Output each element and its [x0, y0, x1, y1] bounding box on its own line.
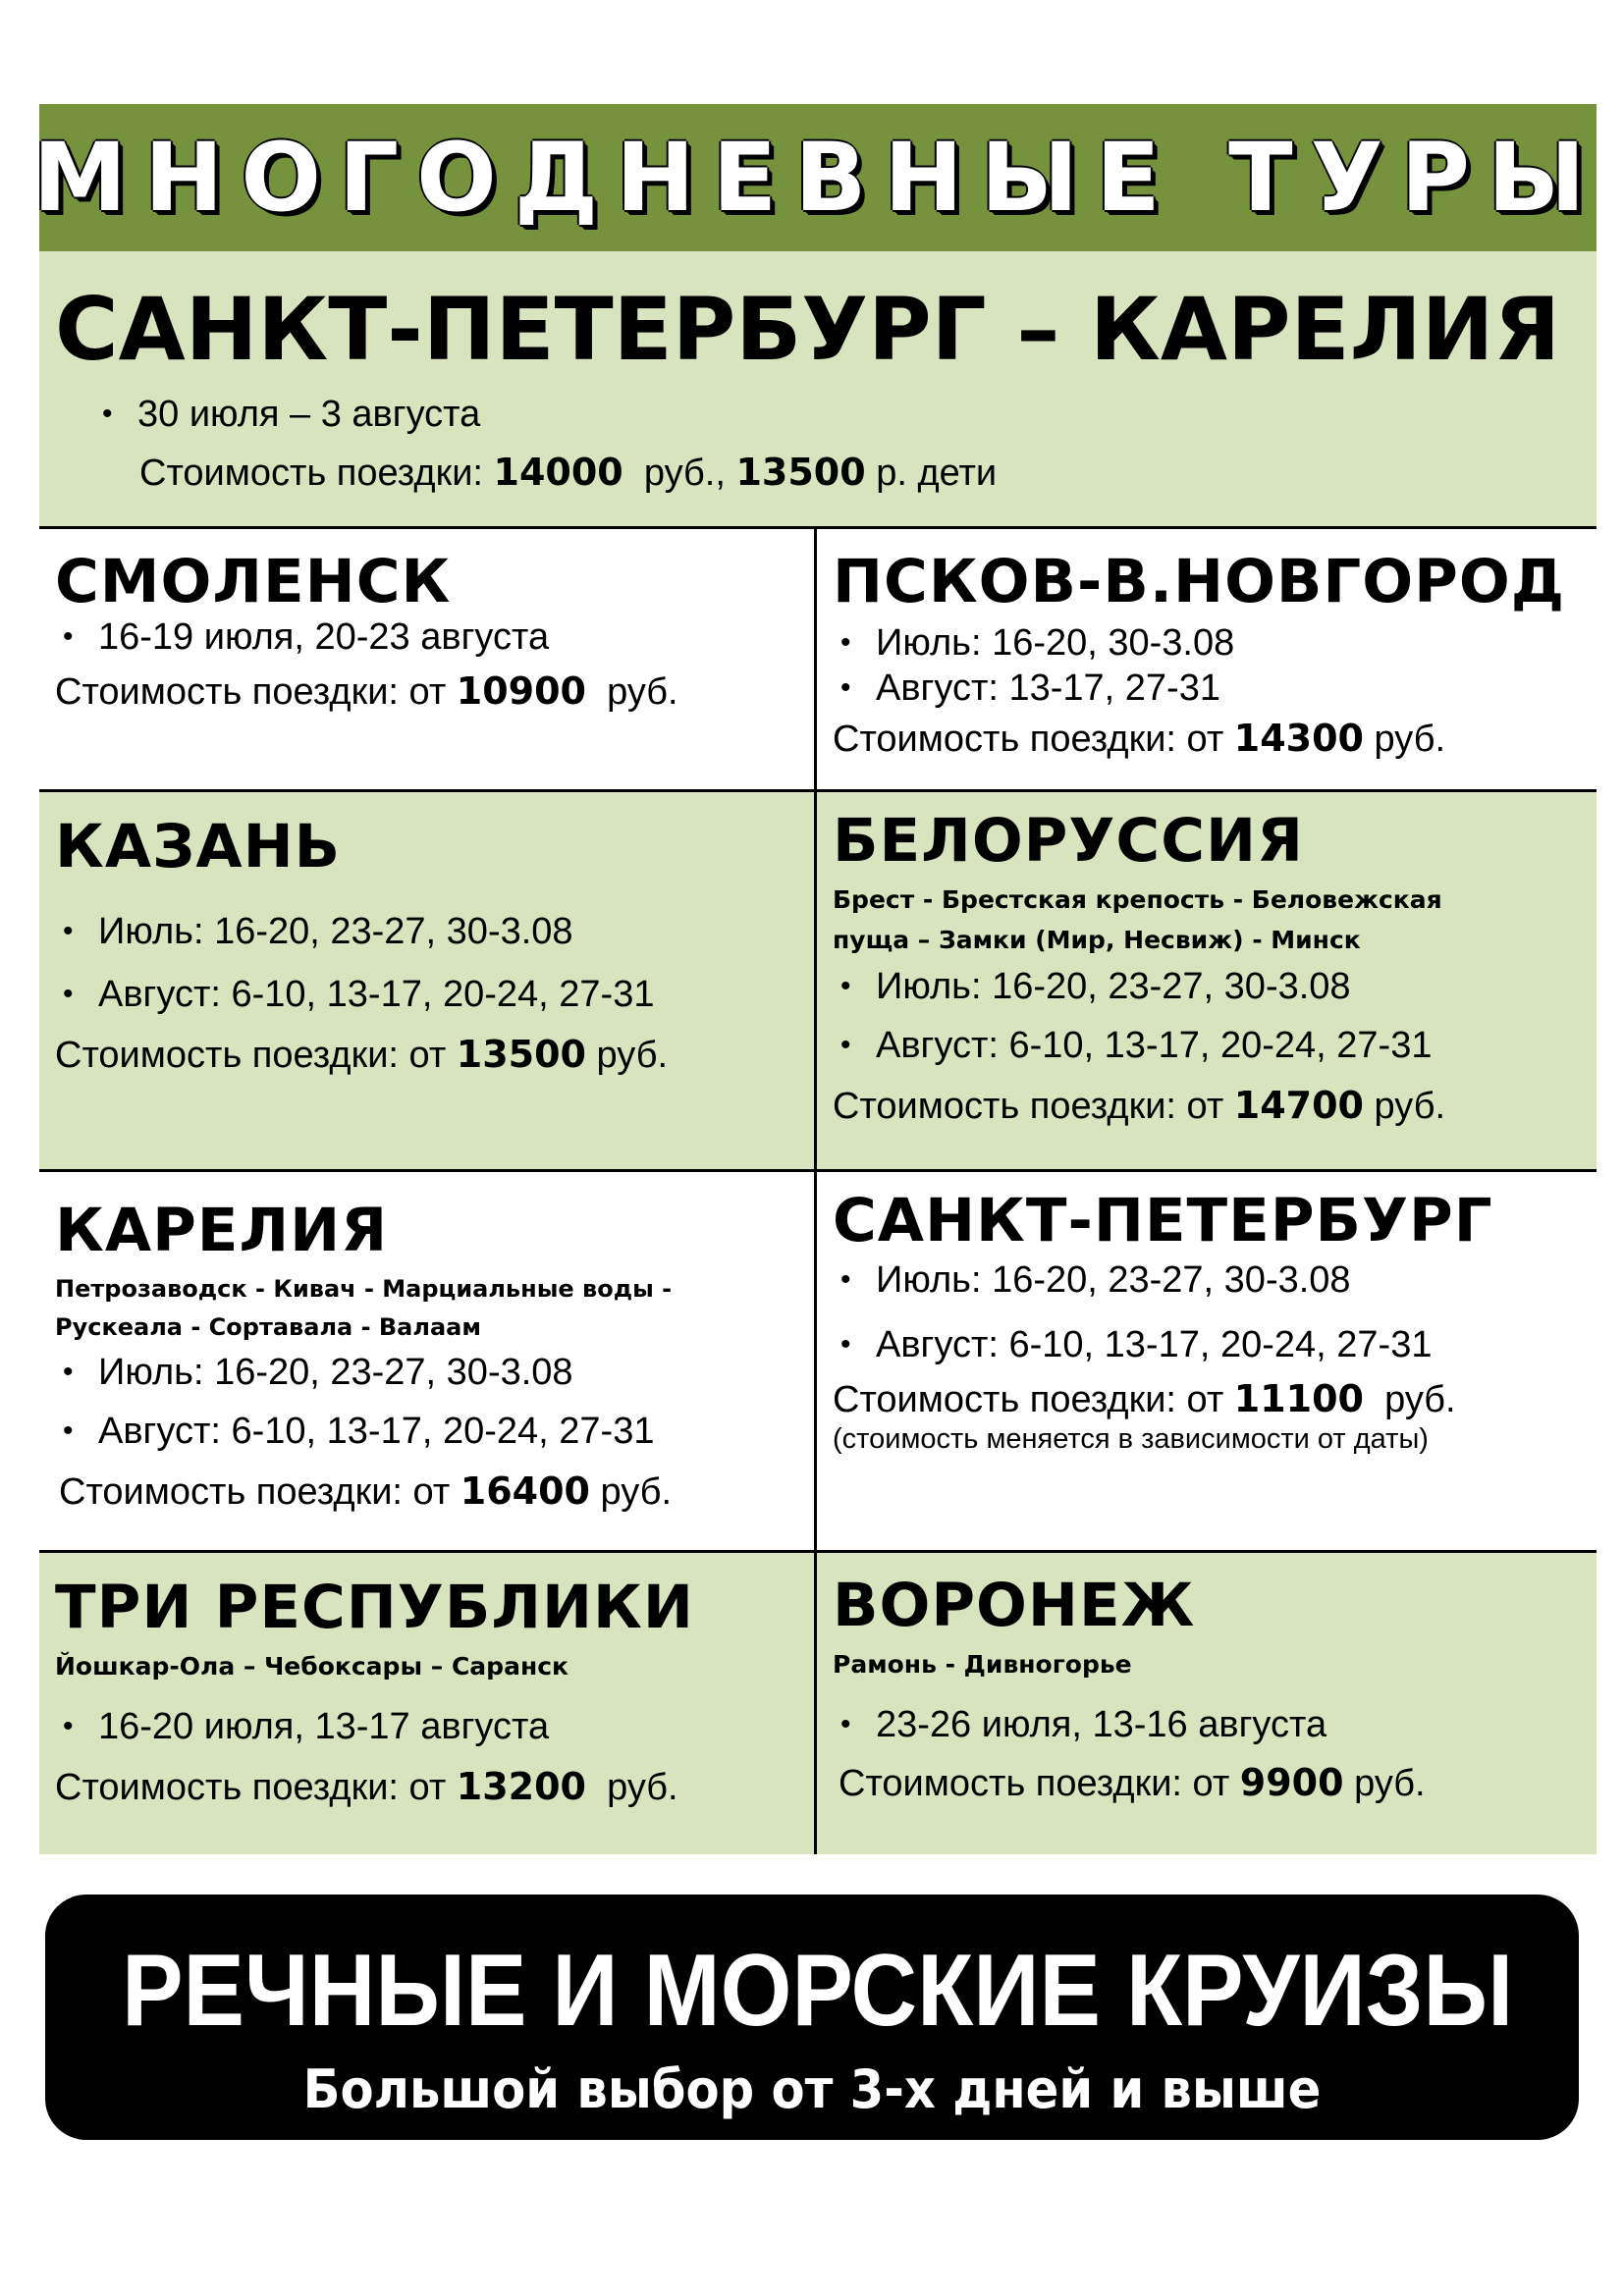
tour-dates-august: • Август: 6-10, 13-17, 20-24, 27-31 [55, 1409, 814, 1454]
tour-dates: • 30 июля – 3 августа [94, 392, 1597, 437]
price-amount: 11100 [1233, 1377, 1364, 1421]
page-title: МНОГОДНЕВНЫЕ ТУРЫ [32, 123, 1603, 233]
tour-spb [817, 1172, 1597, 1553]
price-currency: руб. [586, 671, 678, 714]
cruises-banner [45, 1895, 1579, 2140]
tour-dates: • 16-19 июля, 20-23 августа [55, 614, 814, 660]
tour-dates-august: • Август: 6-10, 13-17, 20-24, 27-31 [833, 1322, 1597, 1367]
price-note: (стоимость меняется в зависимости от даты) [833, 1423, 1429, 1456]
tour-dates-july: • Июль: 16-20, 23-27, 30-3.08 [833, 964, 1597, 1009]
price-label: Стоимость поездки: от [833, 1086, 1234, 1128]
tours-table [32, 104, 1603, 1854]
price-label: Стоимость поездки: от [839, 1763, 1240, 1805]
tour-price [833, 1375, 1597, 1423]
tours-header [32, 104, 1603, 254]
tour-city-name: СМОЛЕНСК [55, 547, 452, 616]
tour-smolensk [39, 529, 817, 792]
tour-city-name: КАРЕЛИЯ [55, 1196, 389, 1265]
tour-dates-july: • Июль: 16-20, 23-27, 30-3.08 [55, 1350, 814, 1395]
price-currency: руб. [590, 1471, 673, 1514]
tour-pskov-novgorod [817, 529, 1597, 792]
tour-city-name: БЕЛОРУССИЯ [833, 806, 1304, 876]
price-currency: руб. [1364, 1086, 1446, 1128]
tour-three-republics [39, 1553, 817, 1854]
tour-price [139, 449, 1597, 497]
price-child-label: р. дети [865, 452, 998, 494]
tour-route-line: Йошкар-Ола – Чебоксары – Саранск [55, 1652, 568, 1682]
tour-dates: • 23-26 июля, 13-16 августа [833, 1702, 1597, 1747]
price-amount: 14700 [1233, 1084, 1364, 1128]
tour-spb-karelia [39, 251, 1597, 529]
cruises-subtitle: Большой выбор от 3-х дней и выше [302, 2058, 1322, 2120]
tour-dates-july: • Июль: 16-20, 30-3.08 [833, 620, 1597, 666]
price-amount: 9900 [1239, 1761, 1344, 1805]
tour-city-name: САНКТ-ПЕТЕРБУРГ – КАРЕЛИЯ [55, 279, 1561, 380]
cruises-title: РЕЧНЫЕ И МОРСКИЕ КРУИЗЫ [122, 1934, 1514, 2048]
price-currency: руб. [1364, 1379, 1456, 1421]
tour-karelia [39, 1172, 817, 1553]
tour-city-name: ПСКОВ-В.НОВГОРОД [833, 547, 1566, 616]
tour-route-line: Петрозаводск - Кивач - Марциальные воды - [55, 1275, 673, 1304]
price-amount: 10900 [456, 669, 586, 714]
price-separator: руб., [623, 452, 736, 494]
tour-price [59, 1468, 814, 1516]
price-label: Стоимость поездки: от [59, 1471, 460, 1514]
tour-price [839, 1759, 1597, 1807]
price-label: Стоимость поездки: от [833, 1379, 1234, 1421]
tour-dates-july: • Июль: 16-20, 23-27, 30-3.08 [833, 1257, 1597, 1303]
tour-dates-august: • Август: 6-10, 13-17, 20-24, 27-31 [55, 972, 814, 1017]
tour-route-line: пуща – Замки (Мир, Несвиж) - Минск [833, 926, 1361, 955]
price-label: Стоимость поездки: от [55, 1767, 457, 1809]
tour-route-line: Рамонь - Дивногорье [833, 1650, 1132, 1680]
tour-dates-august: • Август: 6-10, 13-17, 20-24, 27-31 [833, 1023, 1597, 1068]
price-amount: 13500 [456, 1033, 586, 1077]
tour-price [55, 1763, 814, 1811]
price-currency: руб. [1364, 719, 1446, 761]
tour-city-name: САНКТ-ПЕТЕРБУРГ [833, 1186, 1493, 1255]
tour-dates: • 16-20 июля, 13-17 августа [55, 1704, 814, 1749]
tour-voronezh [817, 1553, 1597, 1854]
price-label: Стоимость поездки: от [55, 1035, 457, 1077]
tour-kazan [39, 792, 817, 1172]
tour-price [55, 1031, 814, 1079]
price-child: 13500 [735, 450, 866, 494]
price-adult: 14000 [493, 450, 623, 494]
tour-dates-july: • Июль: 16-20, 23-27, 30-3.08 [55, 909, 814, 954]
tour-price [833, 1082, 1597, 1130]
price-amount: 13200 [456, 1765, 586, 1809]
price-amount: 14300 [1233, 717, 1364, 761]
tour-price [55, 667, 814, 716]
price-label: Стоимость поездки: [139, 452, 494, 494]
price-currency: руб. [586, 1767, 678, 1809]
price-label: Стоимость поездки: от [55, 671, 457, 714]
tour-city-name: КАЗАНЬ [55, 812, 342, 881]
tour-belarus [817, 792, 1597, 1172]
price-label: Стоимость поездки: от [833, 719, 1234, 761]
price-currency: руб. [1343, 1763, 1426, 1805]
tour-route-line: Рускеала - Сортавала - Валаам [55, 1313, 481, 1342]
price-currency: руб. [586, 1035, 669, 1077]
tour-price [833, 715, 1597, 763]
tour-city-name: ВОРОНЕЖ [833, 1571, 1196, 1640]
tour-route-line: Брест - Брестская крепость - Беловежская [833, 885, 1442, 915]
tour-dates-august: • Август: 13-17, 27-31 [833, 666, 1597, 711]
price-amount: 16400 [460, 1469, 590, 1514]
tour-city-name: ТРИ РЕСПУБЛИКИ [55, 1573, 694, 1642]
